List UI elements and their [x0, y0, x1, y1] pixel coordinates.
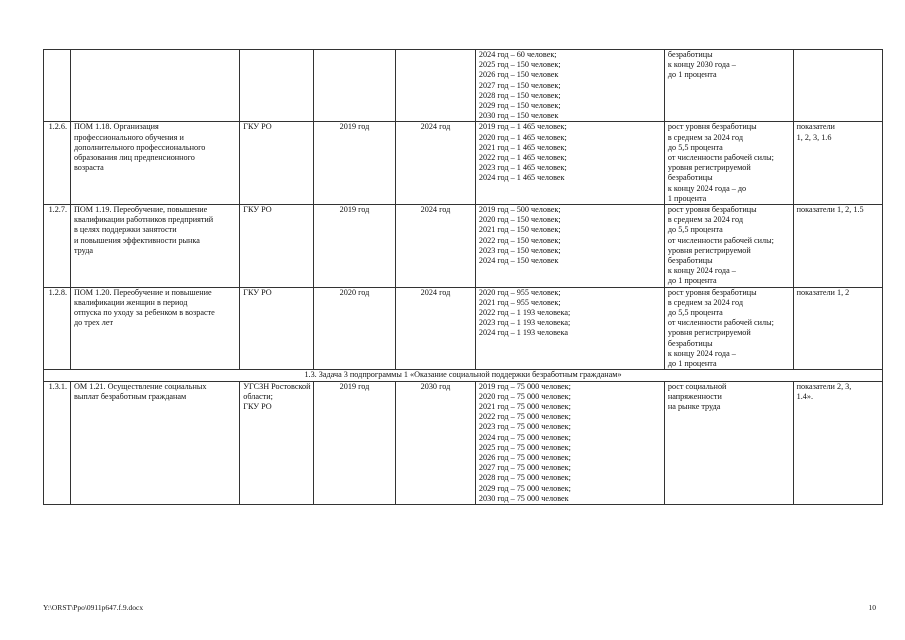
- cell-line: и повышения эффективности рынка: [73, 235, 200, 245]
- cell-line: показатели 1, 2: [796, 287, 850, 297]
- cell-line: 2019 год – 75 000 человек;: [478, 381, 571, 391]
- cell-line: 2023 год – 1 193 человека;: [478, 318, 571, 328]
- cell-line: в среднем за 2024 год: [667, 132, 743, 142]
- expected-result-cell: [664, 381, 793, 504]
- links-cell: [793, 50, 882, 122]
- cell-line: безработицы: [667, 256, 713, 266]
- measure-name-cell: [70, 205, 239, 288]
- measure-name-cell: [70, 122, 239, 205]
- start-year-cell: 2019 год: [313, 205, 395, 288]
- cell-line: от численности рабочей силы;: [667, 318, 774, 328]
- cell-line: области;: [243, 391, 273, 401]
- end-year-cell: [395, 50, 475, 122]
- indicators-cell: [475, 122, 664, 205]
- executor-cell: [240, 381, 314, 504]
- cell-line: ГКУ РО: [243, 401, 272, 411]
- cell-line: 2030 год – 150 человек: [478, 111, 559, 121]
- row-number-cell: 1.2.6.: [44, 122, 71, 205]
- start-year-cell: 2019 год: [313, 381, 395, 504]
- cell-line: до 1 процента: [667, 359, 717, 369]
- cell-line: ГКУ РО: [243, 205, 272, 215]
- cell-line: квалификации женщин в период: [73, 297, 188, 307]
- cell-line: 2024 год – 1 465 человек: [478, 173, 565, 183]
- cell-line: безработицы: [667, 50, 713, 59]
- cell-line: 2021 год – 955 человек;: [478, 297, 561, 307]
- cell-line: показатели 1, 2, 1.5: [796, 205, 864, 215]
- cell-line: показатели: [796, 122, 835, 132]
- cell-line: 2020 год – 1 465 человек;: [478, 132, 567, 142]
- links-cell: [793, 381, 882, 504]
- cell-line: до 5,5 процента: [667, 225, 723, 235]
- end-year-cell: 2024 год: [395, 205, 475, 288]
- cell-line: выплат безработным гражданам: [73, 391, 187, 401]
- cell-line: в среднем за 2024 год: [667, 215, 743, 225]
- cell-line: образования лиц предпенсионного: [73, 153, 195, 163]
- cell-line: 2023 год – 150 человек;: [478, 245, 561, 255]
- cell-line: ОМ 1.21. Осуществление социальных: [73, 381, 207, 391]
- cell-line: 2022 год – 150 человек;: [478, 235, 561, 245]
- cell-line: рост уровня безработицы: [667, 205, 757, 215]
- cell-line: уровня регистрируемой: [667, 163, 751, 173]
- cell-line: к концу 2024 года –: [667, 348, 736, 358]
- cell-line: уровня регистрируемой: [667, 245, 751, 255]
- cell-line: к концу 2030 года –: [667, 60, 736, 70]
- measure-name-cell: [70, 381, 239, 504]
- cell-line: труда: [73, 245, 94, 255]
- executor-cell: [240, 50, 314, 122]
- footer-page-number: 10: [868, 603, 876, 612]
- section-heading: 1.3. Задача 3 подпрограммы 1 «Оказание социальной поддержки безработным гражданам»: [44, 370, 883, 381]
- cell-line: на рынке труда: [667, 401, 721, 411]
- executor-cell: [240, 287, 314, 370]
- cell-line: 2019 год – 1 465 человек;: [478, 122, 567, 132]
- cell-line: до трех лет: [73, 318, 114, 328]
- indicators-cell: [475, 381, 664, 504]
- cell-line: от численности рабочей силы;: [667, 235, 774, 245]
- cell-line: 2027 год – 150 человек;: [478, 80, 561, 90]
- cell-line: 2020 год – 955 человек;: [478, 287, 561, 297]
- cell-line: в целях поддержки занятости: [73, 225, 177, 235]
- table-row: [44, 205, 883, 288]
- cell-line: 1, 2, 3, 1.6: [796, 132, 832, 142]
- program-table: [43, 49, 883, 505]
- cell-line: рост уровня безработицы: [667, 122, 757, 132]
- cell-line: 2022 год – 1 193 человека;: [478, 308, 571, 318]
- cell-line: от численности рабочей силы;: [667, 153, 774, 163]
- cell-line: 2024 год – 60 человек;: [478, 50, 557, 59]
- cell-line: к концу 2024 года – до: [667, 183, 747, 193]
- cell-line: 2025 год – 75 000 человек;: [478, 442, 571, 452]
- cell-line: УГСЗН Ростовской: [243, 381, 311, 391]
- cell-line: до 1 процента: [667, 70, 717, 80]
- cell-line: 2021 год – 150 человек;: [478, 225, 561, 235]
- cell-line: 2020 год – 75 000 человек;: [478, 391, 571, 401]
- start-year-cell: 2020 год: [313, 287, 395, 370]
- cell-line: ПОМ 1.20. Переобучение и повышение: [73, 287, 212, 297]
- cell-line: 2021 год – 1 465 человек;: [478, 142, 567, 152]
- start-year-cell: 2019 год: [313, 122, 395, 205]
- cell-line: профессионального обучения и: [73, 132, 184, 142]
- expected-result-cell: [664, 122, 793, 205]
- cell-line: ПОМ 1.19. Переобучение, повышение: [73, 205, 208, 215]
- cell-line: 1 процента: [667, 193, 707, 203]
- cell-line: 2030 год – 75 000 человек: [478, 493, 569, 503]
- cell-line: отпуска по уходу за ребенком в возрасте: [73, 308, 215, 318]
- cell-line: дополнительного профессионального: [73, 142, 206, 152]
- section-row: [44, 370, 883, 381]
- row-number-cell: [44, 50, 71, 122]
- cell-line: 2023 год – 1 465 человек;: [478, 163, 567, 173]
- cell-line: 2020 год – 150 человек;: [478, 215, 561, 225]
- end-year-cell: 2030 год: [395, 381, 475, 504]
- indicators-cell: [475, 287, 664, 370]
- indicators-cell: [475, 205, 664, 288]
- end-year-cell: 2024 год: [395, 122, 475, 205]
- cell-line: 2021 год – 75 000 человек;: [478, 401, 571, 411]
- links-cell: [793, 287, 882, 370]
- cell-line: до 5,5 процента: [667, 142, 723, 152]
- measure-name-cell: [70, 50, 239, 122]
- expected-result-cell: [664, 50, 793, 122]
- cell-line: возраста: [73, 163, 104, 173]
- row-number-cell: 1.2.8.: [44, 287, 71, 370]
- cell-line: ГКУ РО: [243, 122, 272, 132]
- cell-line: к концу 2024 года –: [667, 266, 736, 276]
- cell-line: ГКУ РО: [243, 287, 272, 297]
- measure-name-cell: [70, 287, 239, 370]
- cell-line: показатели 2, 3,: [796, 381, 852, 391]
- cell-line: 2024 год – 1 193 человека: [478, 328, 569, 338]
- links-cell: [793, 122, 882, 205]
- cell-line: 2029 год – 75 000 человек;: [478, 483, 571, 493]
- executor-cell: [240, 205, 314, 288]
- cell-line: уровня регистрируемой: [667, 328, 751, 338]
- cell-line: квалификации работников предприятий: [73, 215, 214, 225]
- cell-line: 2022 год – 1 465 человек;: [478, 153, 567, 163]
- cell-line: 1.4».: [796, 391, 814, 401]
- footer-file-path: Y:\ORST\Ppo\0911p647.f.9.docx: [43, 603, 144, 612]
- cell-line: 2023 год – 75 000 человек;: [478, 422, 571, 432]
- cell-line: рост социальной: [667, 381, 727, 391]
- table-row: [44, 122, 883, 205]
- table-row: [44, 381, 883, 504]
- row-number-cell: 1.3.1.: [44, 381, 71, 504]
- expected-result-cell: [664, 205, 793, 288]
- table-row: [44, 287, 883, 370]
- links-cell: [793, 205, 882, 288]
- end-year-cell: 2024 год: [395, 287, 475, 370]
- cell-line: 2024 год – 150 человек: [478, 256, 559, 266]
- cell-line: безработицы: [667, 173, 713, 183]
- row-number-cell: 1.2.7.: [44, 205, 71, 288]
- start-year-cell: [313, 50, 395, 122]
- cell-line: рост уровня безработицы: [667, 287, 757, 297]
- cell-line: 2028 год – 75 000 человек;: [478, 473, 571, 483]
- cell-line: до 1 процента: [667, 276, 717, 286]
- cell-line: 2019 год – 500 человек;: [478, 205, 561, 215]
- cell-line: 2026 год – 150 человек: [478, 70, 559, 80]
- expected-result-cell: [664, 287, 793, 370]
- cell-line: 2026 год – 75 000 человек;: [478, 452, 571, 462]
- indicators-cell: [475, 50, 664, 122]
- cell-line: 2028 год – 150 человек;: [478, 90, 561, 100]
- cell-line: 2022 год – 75 000 человек;: [478, 412, 571, 422]
- cell-line: 2029 год – 150 человек;: [478, 101, 561, 111]
- cell-line: до 5,5 процента: [667, 308, 723, 318]
- cell-line: 2024 год – 75 000 человек;: [478, 432, 571, 442]
- cell-line: безработицы: [667, 338, 713, 348]
- cell-line: 2025 год – 150 человек;: [478, 60, 561, 70]
- cell-line: в среднем за 2024 год: [667, 297, 743, 307]
- executor-cell: [240, 122, 314, 205]
- cell-line: 2027 год – 75 000 человек;: [478, 463, 571, 473]
- cell-line: напряженности: [667, 391, 722, 401]
- table-row: [44, 50, 883, 122]
- cell-line: ПОМ 1.18. Организация: [73, 122, 159, 132]
